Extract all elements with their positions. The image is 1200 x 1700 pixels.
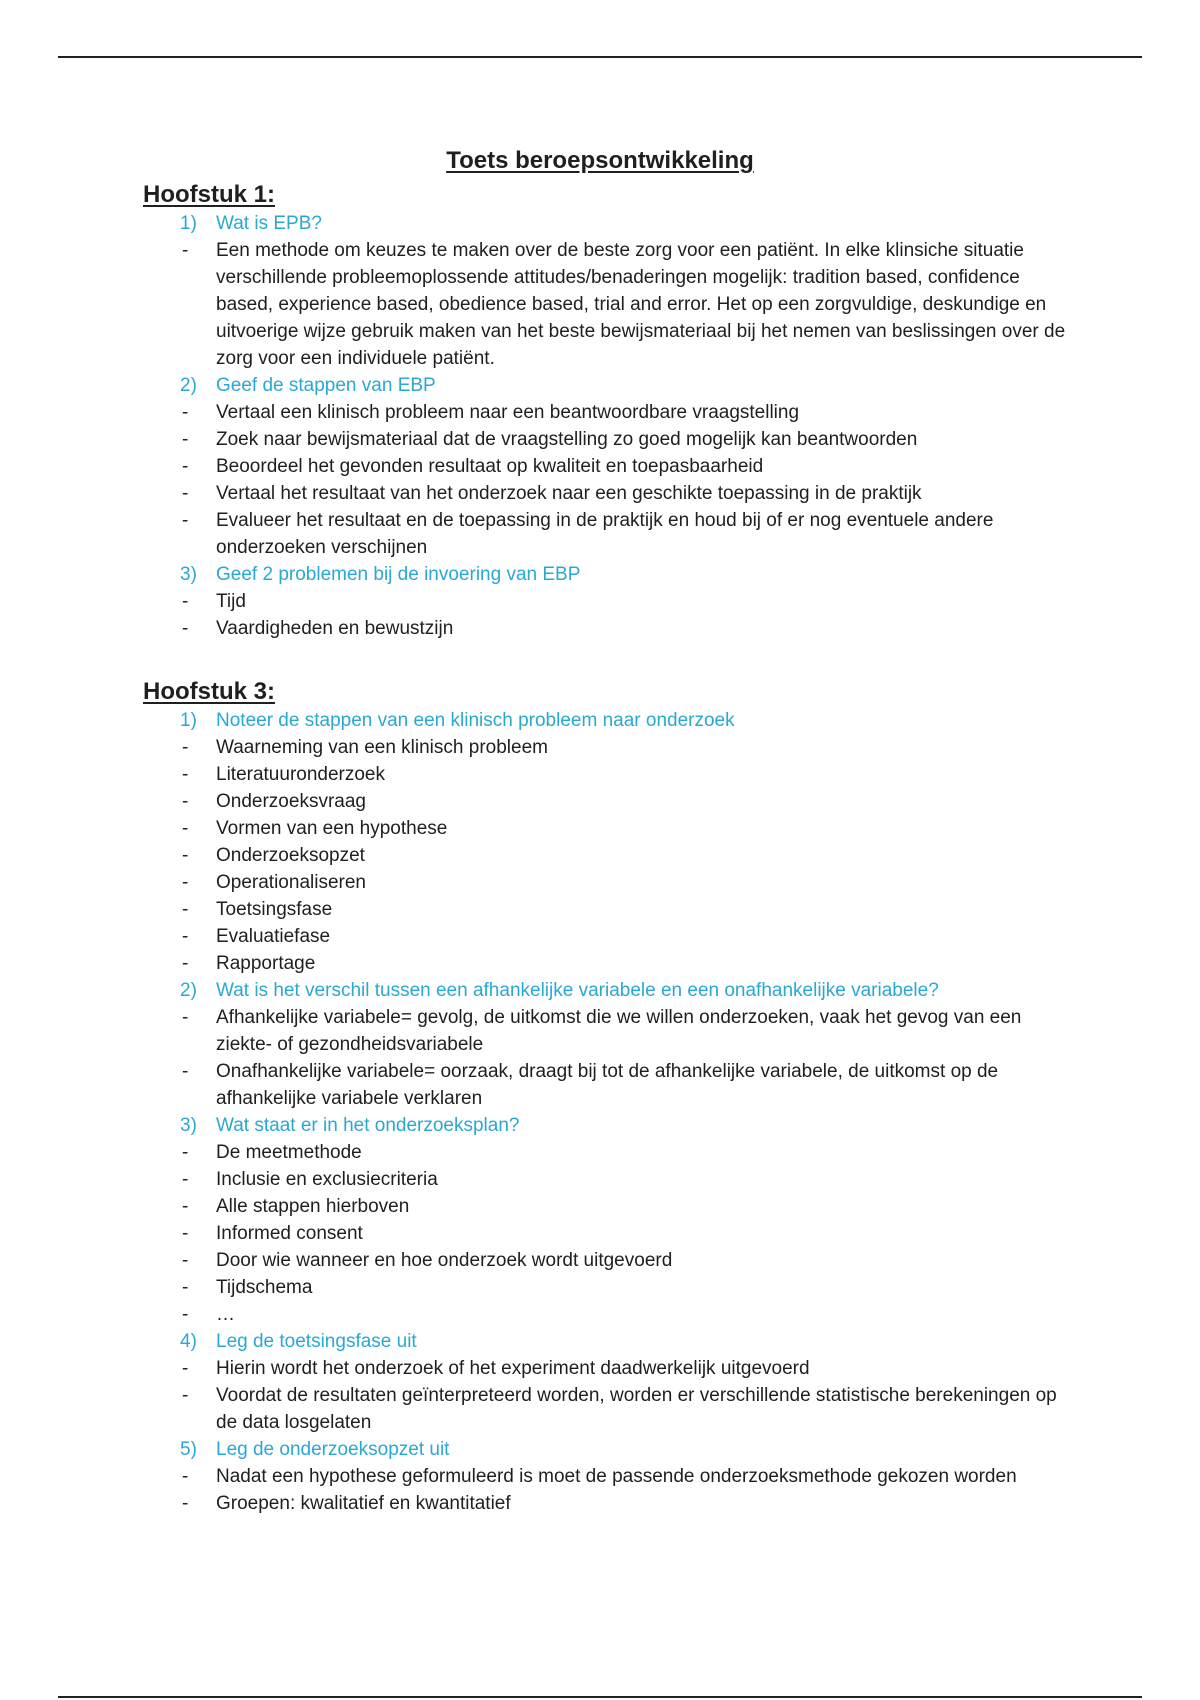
answer-item: - Onafhankelijke variabele= oorzaak, draagt bij tot de afhankelijke variabele, de uitkomst op de afhankelijke variabele verklaren (216, 1058, 1066, 1112)
answer-item: - Beoordeel het gevonden resultaat op kwaliteit en toepasbaarheid (216, 453, 1066, 480)
page-top-rule (58, 56, 1142, 58)
chapter-3-section (0, 677, 1200, 1517)
question-number: 3) (180, 564, 197, 585)
answer-item: - Door wie wanneer en hoe onderzoek wordt uitgevoerd (216, 1247, 1066, 1274)
answer-item: - … (216, 1301, 1066, 1328)
answer-item: - Inclusie en exclusiecriteria (216, 1166, 1066, 1193)
answer-item: - Nadat een hypothese geformuleerd is moet de passende onderzoeksmethode gekozen worden (216, 1463, 1066, 1490)
answer-item: - Vertaal een klinisch probleem naar een beantwoordbare vraagstelling (216, 399, 1066, 426)
question (180, 977, 1200, 1004)
answer-item: - Vormen van een hypothese (216, 815, 1066, 842)
answer-item: - Vertaal het resultaat van het onderzoek naar een geschikte toepassing in de praktijk (216, 480, 1066, 507)
answer-item: - Rapportage (216, 950, 1066, 977)
answer-item: - Alle stappen hierboven (216, 1193, 1066, 1220)
question-number: 1) (180, 710, 197, 731)
question-text: Geef de stappen van EBP (216, 375, 436, 396)
answer-item: - Literatuuronderzoek (216, 761, 1066, 788)
question-text: Wat is het verschil tussen een afhankelijke variabele en een onafhankelijke variabele? (216, 980, 939, 1001)
answer-item: - Onderzoeksopzet (216, 842, 1066, 869)
answer-item: - Hierin wordt het onderzoek of het experiment daadwerkelijk uitgevoerd (216, 1355, 1066, 1382)
answer-item: - Afhankelijke variabele= gevolg, de uitkomst die we willen onderzoeken, vaak het gevog van een ziekte- of gezondheidsvariabele (216, 1004, 1066, 1058)
question-number: 2) (180, 980, 197, 1001)
answer-item: - Een methode om keuzes te maken over de beste zorg voor een patiënt. In elke klinsiche situatie verschillende probleemoplossende attitudes/benaderingen mogelijk: tradition based, confidence based, experience based, obedience based, trial and error. Het op een zorgvuldige, deskundige en uitvoerige wijze gebruik maken van het beste bewijsmateriaal bij het nemen van beslissingen over de zorg voor een individuele patiënt. (216, 237, 1066, 372)
answer-item: - De meetmethode (216, 1139, 1066, 1166)
answer-item: - Tijdschema (216, 1274, 1066, 1301)
document-title: Toets beroepsontwikkeling (446, 147, 754, 174)
answer-item: - Onderzoeksvraag (216, 788, 1066, 815)
question-number: 2) (180, 375, 197, 396)
answer-item: - Informed consent (216, 1220, 1066, 1247)
answer-item: - Zoek naar bewijsmateriaal dat de vraagstelling zo goed mogelijk kan beantwoorden (216, 426, 1066, 453)
answer-item: - Groepen: kwalitatief en kwantitatief (216, 1490, 1066, 1517)
answer-item: - Waarneming van een klinisch probleem (216, 734, 1066, 761)
question-text: Wat staat er in het onderzoeksplan? (216, 1115, 520, 1136)
question-number: 5) (180, 1439, 197, 1460)
question-text: Leg de onderzoeksopzet uit (216, 1439, 450, 1460)
question (180, 707, 1200, 734)
question-text: Noteer de stappen van een klinisch probleem naar onderzoek (216, 710, 735, 731)
question (180, 1112, 1200, 1139)
question (180, 372, 1200, 399)
document-title-block (0, 145, 1200, 177)
chapter-title: Hoofstuk 3: (143, 678, 275, 705)
page-bottom-rule (58, 1696, 1142, 1698)
answer-item: - Evalueer het resultaat en de toepassing in de praktijk en houd bij of er nog eventuele andere onderzoeken verschijnen (216, 507, 1066, 561)
answer-item: - Operationaliseren (216, 869, 1066, 896)
question-number: 4) (180, 1331, 197, 1352)
question (180, 210, 1200, 237)
answer-item: - Vaardigheden en bewustzijn (216, 615, 1066, 642)
answer-item: - Voordat de resultaten geïnterpreteerd worden, worden er verschillende statistische berekeningen op de data losgelaten (216, 1382, 1066, 1436)
answer-item: - Evaluatiefase (216, 923, 1066, 950)
question-text: Geef 2 problemen bij de invoering van EBP (216, 564, 581, 585)
question (180, 1328, 1200, 1355)
chapter-title: Hoofstuk 1: (143, 181, 275, 208)
question-text: Leg de toetsingsfase uit (216, 1331, 417, 1352)
question-number: 3) (180, 1115, 197, 1136)
question (180, 1436, 1200, 1463)
answer-item: - Tijd (216, 588, 1066, 615)
question-text: Wat is EPB? (216, 213, 322, 234)
question-number: 1) (180, 213, 197, 234)
answer-item: - Toetsingsfase (216, 896, 1066, 923)
question (180, 561, 1200, 588)
chapter-1-section (0, 180, 1200, 642)
